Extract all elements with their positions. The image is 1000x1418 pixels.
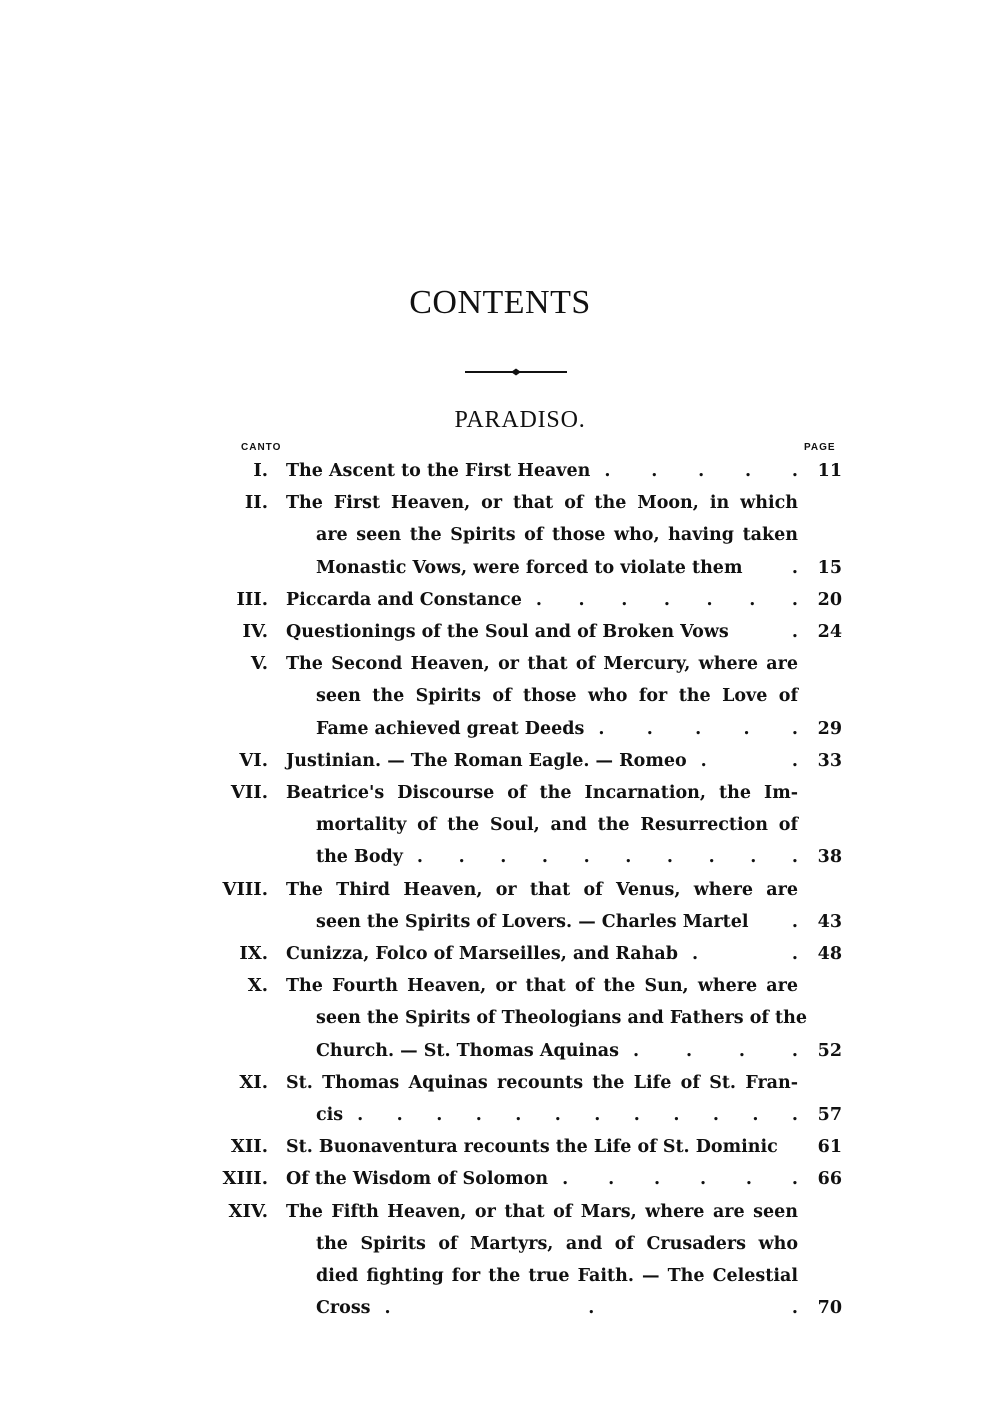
- entry-title-line: mortality of the Soul, and the Resurrection of: [316, 815, 798, 836]
- entry-title-line: the Spirits of Martyrs, and of Crusaders who: [316, 1233, 798, 1254]
- page-number: 61: [817, 1137, 842, 1158]
- page-number: 11: [817, 461, 842, 481]
- entry-title-line: seen the Spirits of Theologians and Fathers of the: [316, 1008, 807, 1029]
- leader-dots: .: [791, 557, 798, 578]
- canto-numeral: VIII.: [222, 878, 268, 900]
- canto-numeral: XIV.: [228, 1200, 268, 1222]
- page-column-header: PAGE: [804, 442, 836, 453]
- leader-dots: . . . . . . . . . . . .: [357, 1105, 798, 1125]
- entry-title-line: The Fifth Heaven, or that of Mars, where are seen: [286, 1201, 798, 1222]
- entry-title-line: Monastic Vows, were forced to violate them: [316, 557, 743, 578]
- entry-title-line: seen the Spirits of those who for the Love of: [316, 686, 798, 707]
- page-title: CONTENTS: [409, 284, 591, 321]
- canto-numeral: VI.: [239, 749, 268, 771]
- entry-title-line: Justinian. — The Roman Eagle. — Romeo: [286, 750, 687, 771]
- leader-dots: .: [791, 622, 798, 642]
- entry-title-line: Fame achieved great Deeds: [316, 718, 585, 739]
- canto-numeral: IV.: [242, 621, 268, 642]
- entry-title-line: the Body: [316, 847, 403, 868]
- entry-title-line: The Second Heaven, or that of Mercury, where are: [286, 654, 798, 675]
- page-number: 57: [817, 1105, 842, 1125]
- page-number: 33: [817, 750, 842, 771]
- canto-numeral: XI.: [239, 1071, 268, 1093]
- canto-numeral: IX.: [239, 943, 268, 964]
- section-title: PARADISO.: [454, 407, 586, 433]
- entry-title-line: The Fourth Heaven, or that of the Sun, where are: [286, 976, 798, 997]
- entry-title-line: Church. — St. Thomas Aquinas: [316, 1040, 619, 1061]
- entry-title-line: are seen the Spirits of those who, having taken: [316, 525, 798, 546]
- page-number: 48: [817, 944, 842, 964]
- entry-title-line: Questionings of the Soul and of Broken Vows: [286, 622, 729, 642]
- leader-dots: . .: [700, 750, 798, 771]
- entry-title-line: St. Buonaventura recounts the Life of St. Dominic: [286, 1137, 778, 1158]
- entry-title-line: cis: [316, 1105, 344, 1125]
- canto-numeral: III.: [236, 588, 268, 610]
- entry-title-line: Cross: [316, 1298, 371, 1319]
- leader-dots: . . .: [384, 1298, 798, 1319]
- leader-dots: .: [791, 911, 798, 932]
- page-number: 70: [817, 1298, 842, 1319]
- page-number: 66: [817, 1169, 842, 1190]
- page-number: 38: [817, 847, 842, 868]
- ornament-divider-icon: [465, 368, 567, 376]
- canto-numeral: XIII.: [222, 1168, 268, 1190]
- entry-title-line: Of the Wisdom of Solomon: [286, 1169, 549, 1190]
- page-number: 52: [817, 1040, 842, 1061]
- leader-dots: . . . .: [632, 1040, 798, 1061]
- page-number: 24: [817, 622, 842, 642]
- entry-title-line: Cunizza, Folco of Marseilles, and Rahab: [286, 944, 678, 964]
- page-number: 20: [817, 589, 842, 610]
- page-number: 15: [817, 557, 842, 578]
- canto-column-header: CANTO: [241, 442, 282, 453]
- canto-numeral: XII.: [230, 1136, 268, 1158]
- entry-title-line: The Third Heaven, or that of Venus, where are: [286, 879, 798, 900]
- leader-dots: . . . . . . . . . .: [416, 847, 798, 868]
- entry-title-line: seen the Spirits of Lovers. — Charles Martel: [316, 911, 749, 932]
- entry-title-line: Piccarda and Constance: [286, 589, 522, 610]
- leader-dots: . . . . .: [604, 461, 798, 481]
- canto-numeral: VII.: [230, 782, 268, 803]
- leader-dots: . . . . . . .: [535, 589, 798, 610]
- page-number: 29: [817, 718, 842, 739]
- entry-title-line: St. Thomas Aquinas recounts the Life of St. Fran-: [286, 1072, 798, 1093]
- entry-title-line: died fighting for the true Faith. — The Celestial: [316, 1266, 798, 1286]
- entry-title-line: The Ascent to the First Heaven: [286, 461, 591, 481]
- canto-numeral: X.: [247, 975, 268, 997]
- leader-dots: . . . . . .: [562, 1169, 798, 1190]
- canto-numeral: I.: [253, 460, 268, 481]
- entry-title-line: The First Heaven, or that of the Moon, in which: [286, 493, 798, 514]
- canto-numeral: II.: [244, 492, 268, 514]
- entry-title-line: Beatrice's Discourse of the Incarnation, the Im-: [286, 783, 798, 803]
- page-number: 43: [817, 911, 842, 932]
- leader-dots: . .: [691, 944, 798, 964]
- leader-dots: . . . . .: [598, 718, 798, 739]
- canto-numeral: V.: [250, 653, 268, 675]
